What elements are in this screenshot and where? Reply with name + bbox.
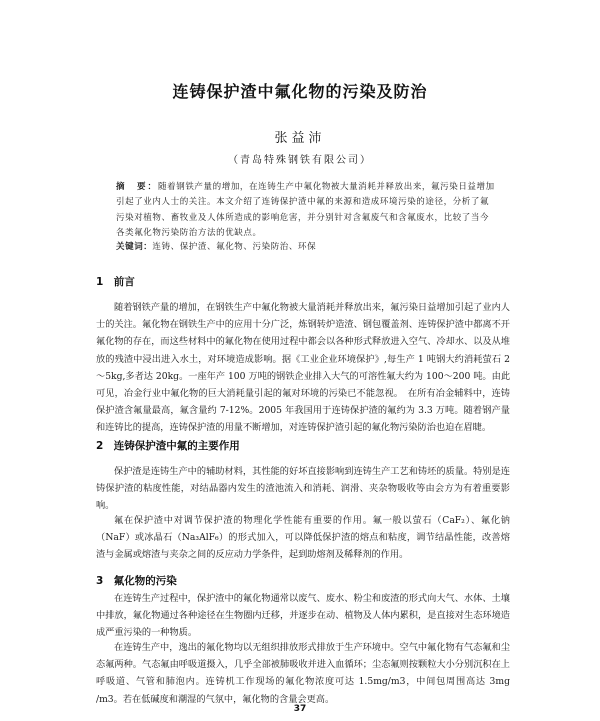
keywords-text: 连铸、保护渣、氟化物、污染防治、环保	[152, 242, 317, 252]
section-heading-fluoride-pollution: 3 氟化物的污染	[96, 575, 177, 587]
author-affiliation: （青岛特殊钢铁有限公司）	[228, 155, 372, 166]
paper-title: 连铸保护渣中氟化物的污染及防治	[172, 82, 428, 101]
paragraph: 保护渣是连铸生产中的辅助材料，其性能的好坏直接影响到连铸生产工艺和铸坯的质量。特别是连铸保护渣的粘度性能，对结晶器内发生的渣池流入和消耗、润滑、夹杂物吸收等由会方为有着重要影响。	[96, 466, 510, 512]
section-heading-fluorine-role: 2 连铸保护渣中氟的主要作用	[96, 440, 240, 452]
abstract-label: 摘 要：	[116, 182, 159, 192]
page-number: 37	[293, 704, 307, 714]
author-name: 张益沛	[274, 131, 326, 146]
paragraph: 随着钢铁产量的增加，在钢铁生产中氟化物被大量消耗并释放出来，氟污染日益增加引起了业内人士的关注。氟化物在钢铁生产中的应用十分广泛，炼钢转炉造渣、钢包覆盖剂、连铸保护渣中都离不开氟化物的存在，而这些材料中的氟化物在使用过程中都会以各种形式释放进入空气、冷却水、以及从堆放的残渣中浸出进入水土，对环境造成影响。据《工业企业环境保护》,每生产 1 吨钢大约消耗萤石 2～5kg,多者达 20kg。一座年产 100 万吨的钢铁企业排入大气的可溶性氟大约为 100～200 吨。由此可见，冶金行业中氟化物的巨大消耗量引起的氟对环境的污染已不能忽视。 在所有冶金辅料中，连铸保护渣含氟量最高，氟含量约 7-12%。2005 年我国用于连铸保护渣的氟约为 3.3 万吨。随着钢产量和连铸比的提高，连铸保护渣的用量不断增加，对连铸保护渣引起的氟化物污染防治也迫在眉睫。	[96, 302, 510, 434]
section-heading-introduction: 1 前言	[96, 276, 135, 288]
keywords	[116, 240, 496, 255]
paragraph: 在连铸生产过程中，保护渣中的氟化物通常以废气、废水、粉尘和废渣的形式向大气、水体、土壤中排放，氟化物通过各种途径在生物圈内迁移，并逐步在动、植物及人体内累积，是直接对生态环境造成严重污染的一种物质。	[96, 593, 510, 639]
paragraph: 氟在保护渣中对调节保护渣的物理化学性能有重要的作用。氟一般以萤石（CaF₂）、氟化钠（NaF）或冰晶石（Na₃AlF₆）的形式加入，可以降低保护渣的熔点和粘度，调节结晶性能，改善熔渣与金属或熔渣与夹杂之间的反应动力学条件，起到助熔剂及稀释剂的作用。	[96, 515, 510, 561]
abstract	[116, 180, 496, 242]
paragraph: 在连铸生产中，逸出的氟化物均以无组织排放形式排放于生产环境中。空气中氟化物有气态氟和尘态氟两种。气态氟由呼吸道摄入，几乎全部被肺吸收并进入血循环；尘态氟则按颗粒大小分别沉积在上呼吸道、气管和肺泡内。连铸机工作现场的氟化物浓度可达 1.5mg/m3，中间包周围高达 3mg /m3。若在低碱度和潮湿的气氛中，氟化物的含量会更高。	[96, 642, 510, 705]
abstract-text: 随着钢铁产量的增加，在连铸生产中氟化物被大量消耗并释放出来，氟污染日益增加引起了业内人士的关注。本文介绍了连铸保护渣中氟的来源和造成环境污染的途径，分析了氟污染对植物、畜牧业及人体所造成的影响危害，并分别针对含氟废气和含氟废水，比较了当今各类氟化物污染防治方法的优缺点。	[116, 182, 495, 239]
keywords-label: 关键词：	[116, 242, 153, 252]
